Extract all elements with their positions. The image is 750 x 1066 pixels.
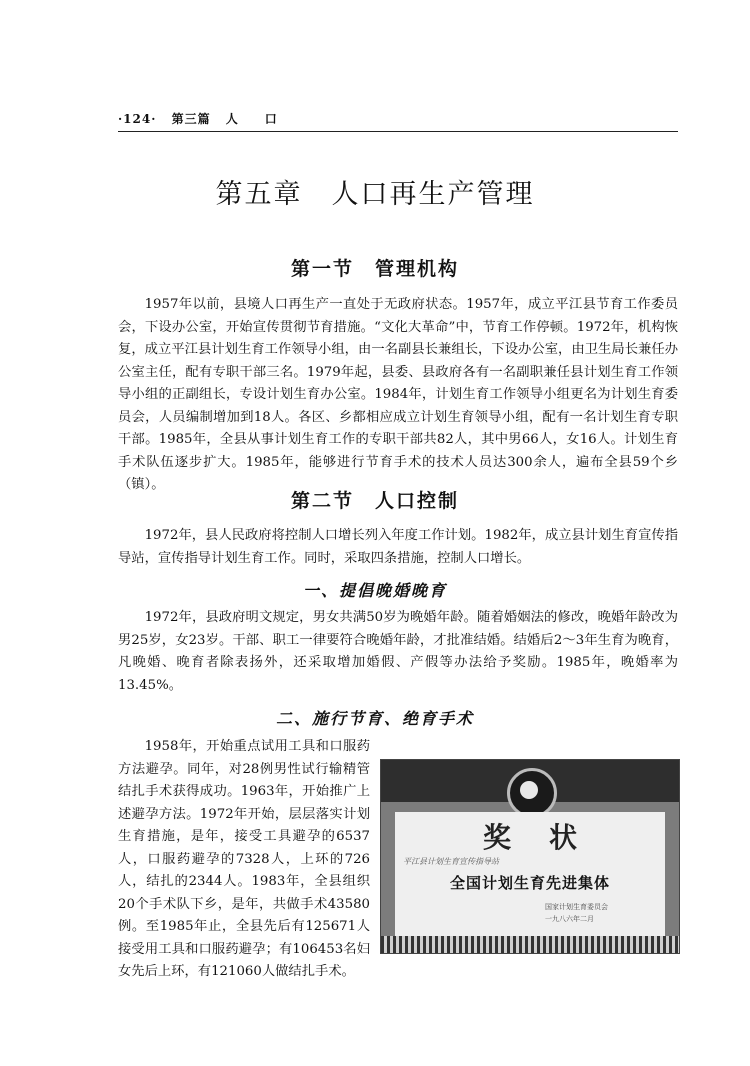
section-1-paragraph: 1957年以前，县境人口再生产一直处于无政府状态。1957年，成立平江县节育工作委员会，下设办公室，开始宣传贯彻节育措施。“文化大革命”中，节育工作停顿。1972年，机构恢复，成立平江县计划生育工作领导小组，由一名副县长兼组长，下设办公室，由卫生局长兼任办公室主任，配有专职干部三名。1979年起，县委、县政府各有一名副职兼任县计划生育工作领导小组的正副组长，专设计划生育办公室。1984年，计划生育工作领导小组更名为计划生育委员会，人员编制增加到18人。各区、乡都相应成立计划生育领导小组，配有一名计划生育专职干部。1985年，全县从事计划生育工作的专职干部共82人，其中男66人，女16人。计划生育手术队伍逐步扩大。1985年，能够进行节育手术的技术人员达300余人，遍布全县59个乡（镇）。 bbox=[118, 297, 678, 492]
part-title: 人 口 bbox=[225, 112, 278, 126]
certificate-recipient: 平江县计划生育宣传指导站 bbox=[403, 857, 499, 866]
section-title-1: 第一节 管理机构 bbox=[290, 258, 459, 280]
part-label: 第三篇 bbox=[171, 112, 211, 126]
subsection-2-paragraph: 1958年，开始重点试用工具和口服药方法避孕。同年，对28例男性试行输精管结扎手术获得成功。1963年，开始推广上述避孕方法。1972年开始，层层落实计划生育措施，是年，接受工具避孕的6537人，口服药避孕的7328人，上环的726人，结扎的2344人。1983年，全县组织20个手术队下乡，是年，共做手术43580例。至1985年止，全县先后有125671人接受用工具和口服药避孕；有106453名妇女先后上环，有121060人做结扎手术。 bbox=[118, 739, 370, 979]
certificate-issuer: 国家计划生育委员会 bbox=[545, 903, 608, 911]
subsection-title-1: 一、提倡晚婚晚育 bbox=[302, 581, 447, 600]
certificate-bottom-border bbox=[381, 936, 679, 953]
section-2-paragraph: 1972年，县人民政府将控制人口增长列入年度工作计划。1982年，成立县计划生育宣传指导站，宣传指导计划生育工作。同时，采取四条措施，控制人口增长。 bbox=[118, 528, 678, 566]
subsection-1-paragraph: 1972年，县政府明文规定，男女共满50岁为晚婚年龄。随着婚姻法的修改，晚婚年龄改为男25岁，女23岁。干部、职工一律要符合晚婚年龄，才批准结婚。结婚后2～3年生育为晚育，凡晚婚、晚育者除表扬外，还采取增加婚假、产假等办法给予奖励。1985年，晚婚率为13.45%。 bbox=[118, 610, 678, 693]
certificate-body bbox=[395, 812, 665, 936]
section-title-2: 第二节 人口控制 bbox=[290, 490, 459, 512]
national-emblem-icon bbox=[507, 768, 557, 818]
running-header bbox=[118, 110, 678, 127]
award-certificate-photo bbox=[380, 759, 680, 954]
subsection-title-2: 二、施行节育、绝育手术 bbox=[275, 709, 474, 728]
page-number: ·124· bbox=[118, 112, 157, 126]
certificate-title: 奖状 bbox=[482, 821, 615, 854]
certificate-date: 一九八六年二月 bbox=[545, 915, 594, 923]
certificate-award: 全国计划生育先进集体 bbox=[449, 874, 610, 892]
chapter-title: 第五章 人口再生产管理 bbox=[215, 179, 535, 210]
header-rule bbox=[118, 131, 678, 132]
